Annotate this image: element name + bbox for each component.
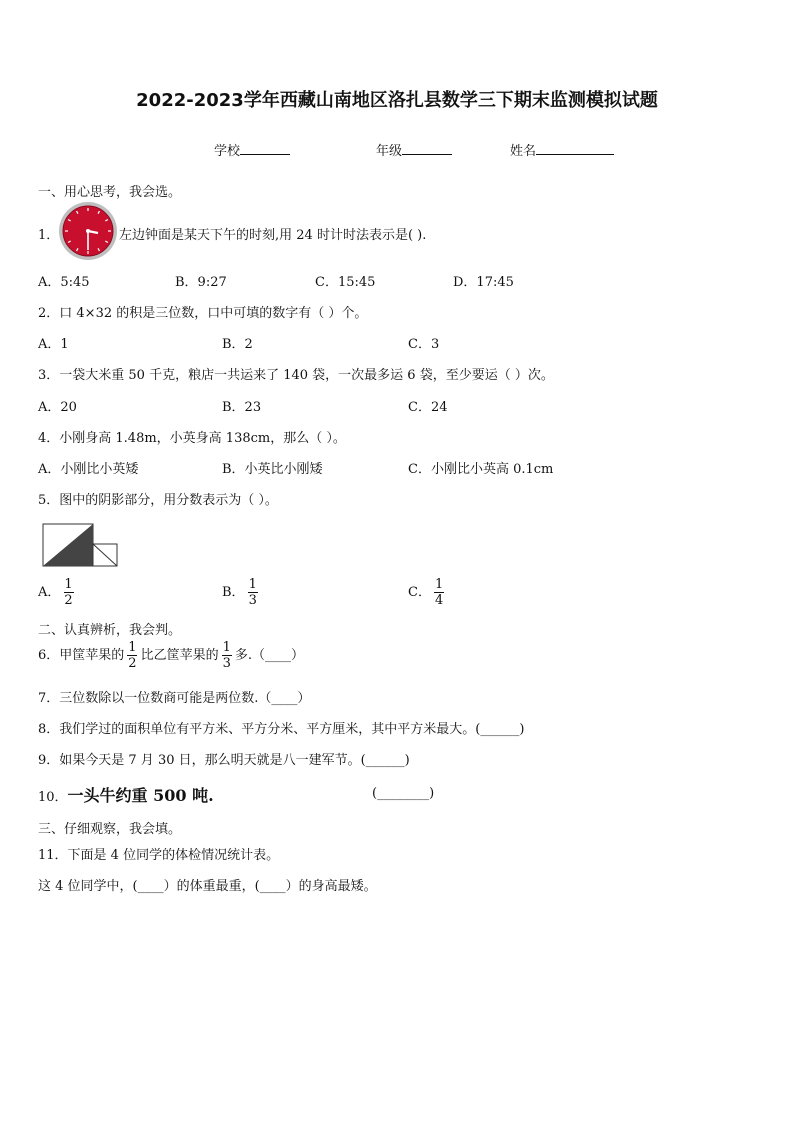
school-blank[interactable] xyxy=(240,142,290,155)
q1-number: 1． xyxy=(38,228,60,243)
name-label: 姓名 xyxy=(510,144,537,159)
q1-option-b[interactable]: B．9:27 xyxy=(175,275,227,290)
q3-option-a[interactable]: A．20 xyxy=(38,400,77,415)
grade-blank[interactable] xyxy=(402,142,452,155)
q6-fraction-1-denominator: 2 xyxy=(128,656,137,671)
q1-text: 左边钟面是某天下午的时刻,用 24 时计时法表示是( ). xyxy=(119,228,427,243)
q10-text: 一头牛约重 500 吨. xyxy=(67,786,214,805)
q3-text: 3．一袋大米重 50 千克，粮店一共运来了 140 袋，一次最多运 6 袋，至少要运（ ）次。 xyxy=(38,368,554,383)
q2-option-b[interactable]: B．2 xyxy=(222,337,253,352)
q5-option-a-fraction xyxy=(62,577,74,608)
q4-option-c[interactable]: C．小刚比小英高 0.1cm xyxy=(408,462,554,477)
q9-text: 9．如果今天是 7 月 30 日，那么明天就是八一建军节。(______) xyxy=(38,753,410,768)
q11-text: 11．下面是 4 位同学的体检情况统计表。 xyxy=(38,848,280,863)
q5-option-b-fraction xyxy=(247,577,259,608)
q2-option-a[interactable]: A．1 xyxy=(38,337,69,352)
q6-fraction-1-numerator: 1 xyxy=(128,640,137,655)
q6-mid-text: 比乙筐苹果的 xyxy=(140,648,219,663)
shaded-triangle-figure xyxy=(42,523,118,567)
q5-option-a-denominator: 2 xyxy=(64,593,73,608)
q5-option-c-numerator: 1 xyxy=(434,577,444,592)
name-blank[interactable] xyxy=(536,142,614,155)
q1-option-d[interactable]: D．17:45 xyxy=(453,275,514,290)
section-1-heading: 一、用心思考，我会选。 xyxy=(38,185,182,200)
school-field[interactable] xyxy=(214,140,290,159)
clock-icon xyxy=(58,201,118,261)
q5-text: 5．图中的阴影部分，用分数表示为（ ）。 xyxy=(38,493,278,508)
q2-option-c[interactable]: C．3 xyxy=(408,337,440,352)
q6-fraction-1 xyxy=(126,640,138,671)
q4-option-b[interactable]: B．小英比小刚矮 xyxy=(222,462,323,477)
q11-follow-text: 这 4 位同学中，(____）的体重最重，(____）的身高最矮。 xyxy=(38,879,377,894)
q4-text: 4．小刚身高 1.48m，小英身高 138cm，那么（ ）。 xyxy=(38,431,346,446)
q5-option-a[interactable] xyxy=(38,577,77,608)
grade-field[interactable] xyxy=(376,140,452,159)
q5-option-b-denominator: 3 xyxy=(248,593,257,608)
q6-fraction-2 xyxy=(221,640,233,671)
q3-option-c[interactable]: C．24 xyxy=(408,400,448,415)
q8-text: 8．我们学过的面积单位有平方米、平方分米、平方厘米，其中平方米最大。(______) xyxy=(38,722,525,737)
q5-option-b[interactable] xyxy=(222,577,261,608)
q2-text: 2．口 4×32 的积是三位数，口中可填的数字有（ ）个。 xyxy=(38,306,368,321)
q5-option-a-label: A． xyxy=(38,585,61,600)
section-3-heading: 三、仔细观察，我会填。 xyxy=(38,822,182,837)
section-2-heading: 二、认真辨析，我会判。 xyxy=(38,623,182,638)
q4-option-a[interactable]: A．小刚比小英矮 xyxy=(38,462,139,477)
page-title: 2022-2023学年西藏山南地区洛扎县数学三下期末监测模拟试题 xyxy=(136,90,658,111)
q6-line xyxy=(38,640,304,671)
q5-option-b-numerator: 1 xyxy=(248,577,257,592)
q6-fraction-2-denominator: 3 xyxy=(222,656,231,671)
name-field[interactable] xyxy=(510,140,614,159)
grade-label: 年级 xyxy=(376,144,403,159)
q6-post-text: 多.（____） xyxy=(234,648,304,663)
q5-option-c-label: C． xyxy=(408,585,431,600)
q10-line xyxy=(38,783,214,806)
q6-fraction-2-numerator: 1 xyxy=(222,640,231,655)
q10-answer-blank[interactable]: (________) xyxy=(372,786,435,801)
q1-option-c[interactable]: C．15:45 xyxy=(315,275,376,290)
q7-text: 7．三位数除以一位数商可能是两位数.（____） xyxy=(38,691,311,706)
q5-option-b-label: B． xyxy=(222,585,245,600)
q5-option-a-numerator: 1 xyxy=(64,577,73,592)
q5-option-c-fraction xyxy=(433,577,445,608)
q1-option-a[interactable]: A．5:45 xyxy=(38,275,90,290)
q5-option-c-denominator: 4 xyxy=(434,593,444,608)
q6-pre-text: 6．甲筐苹果的 xyxy=(38,648,125,663)
q10-number: 10． xyxy=(38,790,68,805)
q3-option-b[interactable]: B．23 xyxy=(222,400,262,415)
school-label: 学校 xyxy=(214,144,241,159)
q5-option-c[interactable] xyxy=(408,577,447,608)
